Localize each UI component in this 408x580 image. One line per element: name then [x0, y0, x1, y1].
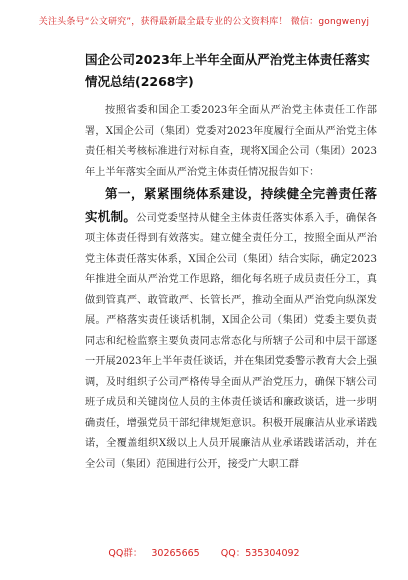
- footer-qq-group: QQ群： 30265665: [108, 548, 200, 559]
- header-banner: 关注头条号“公文研究”，获得最新最全最专业的公文资料库！ 微信：gongwenyj: [38, 17, 370, 27]
- footer-contact: [0, 545, 408, 559]
- document-title: 国企公司2023年上半年全面从严治党主体责任落实情况总结(2268字): [85, 52, 370, 89]
- footer-qq: QQ：535304092: [220, 548, 300, 559]
- intro-paragraph: 按照省委和国企工委2023年全面从严治党主体责任工作部署，X国企公司（集团）党委对2023年度履行全面从严治党主体责任相关考核标准进行对标自查，现将X国企公司（集团）2023年上半年落实全面从严治党主体责任情况报告如下：: [85, 105, 377, 178]
- section-1-text: 公司党委坚持从健全主体责任落实体系入手，确保各项主体责任得到有效落实。建立健全责任分工，按照全面从严治党主体责任落实体系，X国企公司（集团）结合实际，确定2023年推进全面从严治党工作思路，细化每名班子成员责任分工，真做到管真严、敢管敢严、长管长严，推动全面从严治党向纵深发展。严格落实责任谈话机制，X国企公司（集团）党委主要负责同志和纪检监察主要负责同志常态化与所辖子公司和中层干部逐一开展2023年上半年责任谈话，并在集团党委警示教育大会上强调，及时组织子公司严格传导全面从严治党压力，确保下辖公司班子成员和关键岗位人员的主体责任谈话和廉政谈话，进一步明确责任，增强党员干部纪律规矩意识。积极开展廉洁从业承诺践诺，全覆盖组织X级以上人员开展廉洁从业承诺践诺活动，并在全公司（集团）范围进行公开，接受广大职工群: [85, 212, 377, 470]
- section-1-paragraph: [85, 184, 377, 475]
- section-1-heading: 第一，紧紧围绕体系建设，持续健全完善责任落实机制。: [85, 186, 377, 224]
